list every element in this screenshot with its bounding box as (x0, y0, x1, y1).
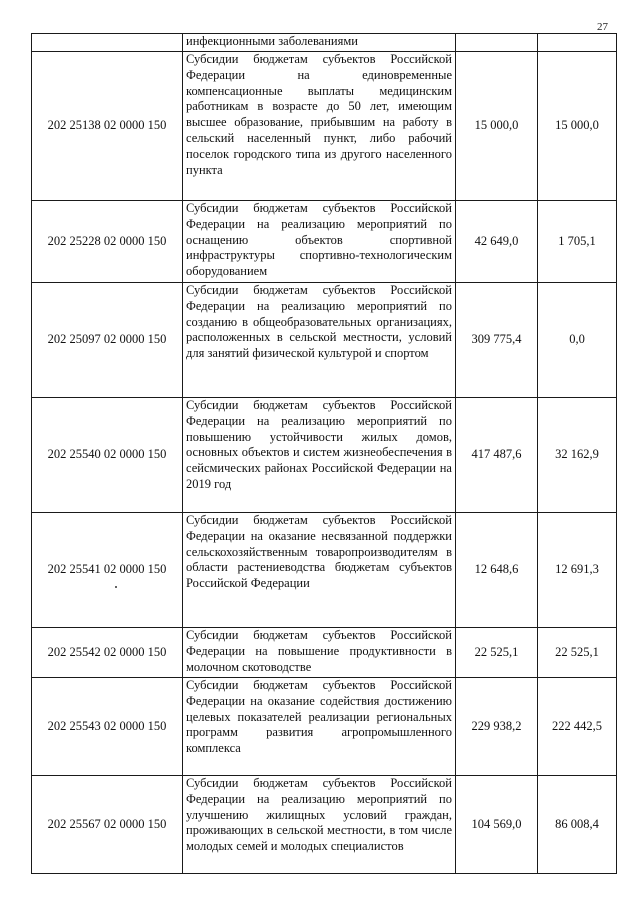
amount-cell: 229 938,2 (456, 678, 538, 776)
table-row (32, 513, 617, 628)
table-row (32, 628, 617, 678)
code-cell: 202 25228 02 0000 150 (32, 201, 183, 283)
table-row (32, 52, 617, 201)
code-cell: 202 25097 02 0000 150 (32, 283, 183, 398)
description-cell: Субсидии бюджетам субъектов Российской Федерации на реализацию мероприятий по улучшению жилищных условий граждан, проживающих в сельской местности, в том числе молодых семей и молодых специалистов (183, 776, 456, 874)
table-row (32, 398, 617, 513)
table-row (32, 283, 617, 398)
amount-cell: 22 525,1 (456, 628, 538, 678)
description-cell: Субсидии бюджетам субъектов Российской Федерации на реализацию мероприятий по созданию в общеобразовательных организациях, расположенных в сельской местности, условий для занятий физической культурой и спортом (183, 283, 456, 398)
description-cell: Субсидии бюджетам субъектов Российской Федерации на единовременные компенсационные выплаты медицинским работникам в возрасте до 50 лет, имеющим высшее образование, прибывшим на работу в сельский населенный пункт, либо рабочий поселок городского типа из другого населенного пункта (183, 52, 456, 201)
description-cell: Субсидии бюджетам субъектов Российской Федерации на реализацию мероприятий по оснащению объектов спортивной инфраструктуры спортивно-технологическим оборудованием (183, 201, 456, 283)
description-cell: Субсидии бюджетам субъектов Российской Федерации на оказание содействия достижению целевых показателей реализации региональных программ развития агропромышленного комплекса (183, 678, 456, 776)
amount-cell: 22 525,1 (538, 628, 617, 678)
amount-cell: 32 162,9 (538, 398, 617, 513)
amount-cell: 86 008,4 (538, 776, 617, 874)
code-cell: 202 25542 02 0000 150 (32, 628, 183, 678)
amount-cell: 1 705,1 (538, 201, 617, 283)
description-cell: Субсидии бюджетам субъектов Российской Федерации на реализацию мероприятий по повышению устойчивости жилых домов, основных объектов и систем жизнеобеспечения в сейсмических районах Российской Федерации на 2019 год (183, 398, 456, 513)
table-row (32, 678, 617, 776)
page-number: 27 (597, 21, 608, 33)
description-cell: инфекционными заболеваниями (183, 34, 456, 52)
amount-cell (456, 34, 538, 52)
amount-cell: 222 442,5 (538, 678, 617, 776)
amount-cell: 42 649,0 (456, 201, 538, 283)
table-row (32, 776, 617, 874)
amount-cell: 12 691,3 (538, 513, 617, 628)
table-row (32, 201, 617, 283)
scan-speck (115, 586, 117, 588)
code-cell: 202 25543 02 0000 150 (32, 678, 183, 776)
code-cell: 202 25567 02 0000 150 (32, 776, 183, 874)
description-cell: Субсидии бюджетам субъектов Российской Федерации на оказание несвязанной поддержки сельскохозяйственным товаропроизводителям в области растениеводства бюджетам субъектов Российской Федерации (183, 513, 456, 628)
amount-cell: 417 487,6 (456, 398, 538, 513)
description-cell: Субсидии бюджетам субъектов Российской Федерации на повышение продуктивности в молочном скотоводстве (183, 628, 456, 678)
table-row (32, 34, 617, 52)
amount-cell (538, 34, 617, 52)
code-cell: 202 25138 02 0000 150 (32, 52, 183, 201)
amount-cell: 309 775,4 (456, 283, 538, 398)
code-cell (32, 34, 183, 52)
code-cell: 202 25541 02 0000 150 (32, 513, 183, 628)
budget-table (31, 33, 617, 874)
code-cell: 202 25540 02 0000 150 (32, 398, 183, 513)
amount-cell: 0,0 (538, 283, 617, 398)
amount-cell: 15 000,0 (538, 52, 617, 201)
amount-cell: 12 648,6 (456, 513, 538, 628)
amount-cell: 104 569,0 (456, 776, 538, 874)
amount-cell: 15 000,0 (456, 52, 538, 201)
